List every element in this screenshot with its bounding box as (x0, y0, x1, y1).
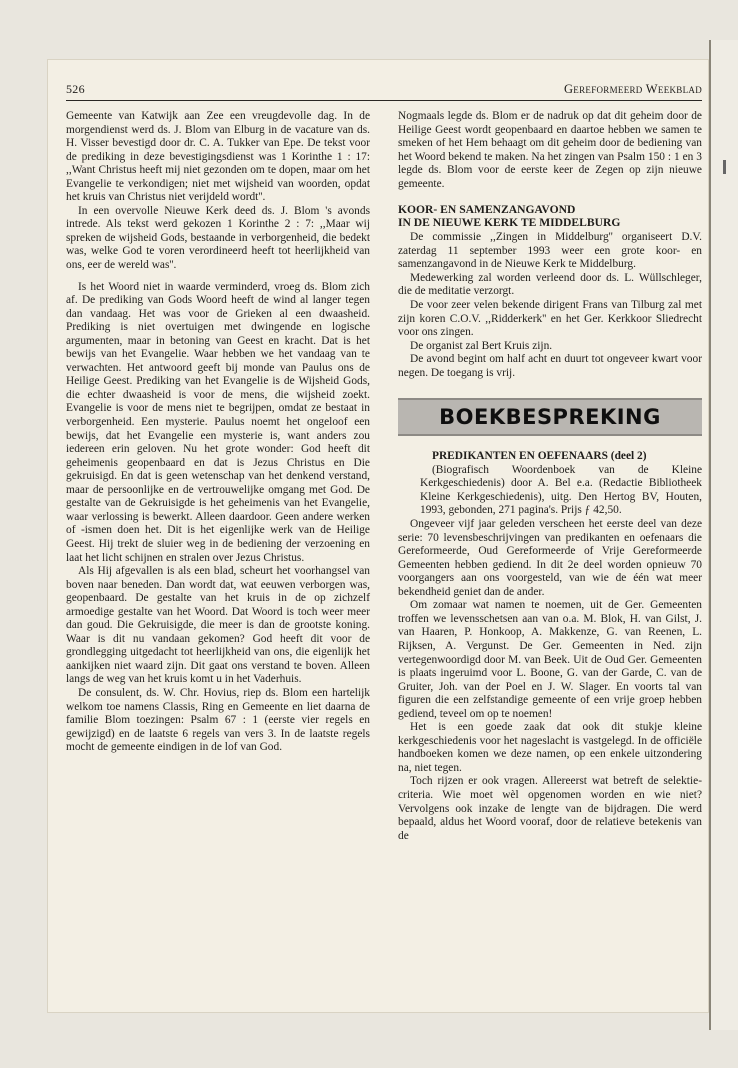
paragraph: Gemeente van Katwijk aan Zee een vreugdevolle dag. In de morgendienst werd ds. J. Blom van Elburg in de vacature van ds. H. Visser bevestigd door dr. C. A. Tukker van Epe. De tekst voor de prediking in deze bevestigingsdienst was 1 Korinthe 1 : 17: ,,Want Christus heeft mij niet gezonden om te dopen, maar om het Evangelie te verkondigen; niet met wijsheid van woorden, opdat het kruis van Christus niet verijdeld wordt''. (66, 110, 370, 204)
koor-heading-line: KOOR- EN SAMENZANGAVOND (398, 203, 576, 217)
koor-heading-line: IN DE NIEUWE KERK TE MIDDELBURG (398, 216, 621, 230)
paragraph: De avond begint om half acht en duurt tot ongeveer kwart voor negen. De toegang is vrij. (398, 353, 702, 379)
adjacent-page-edge (709, 40, 738, 1030)
paragraph: Nogmaals legde ds. Blom er de nadruk op dat dit geheim door de Heilige Geest wordt geopenbaard en daartoe hebben we samen te smeken of het Hem behaagt om dit geheim door de bediening van het Woord bekend te maken. Na het zingen van Psalm 150 : 1 en 3 legde ds. Blom voor de eerste keer de Zegen op zijn nieuwe gemeente. (398, 110, 702, 190)
paragraph: Het is een goede zaak dat ook dit stukje kleine kerkgeschiedenis voor het nageslacht is vastgelegd. In de officiële handboeken komen we deze namen, op een enkele uitzondering na, niet tegen. (398, 721, 702, 774)
paragraph: De voor zeer velen bekende dirigent Frans van Tilburg zal met zijn koren C.O.V. ,,Ridderkerk'' en het Ger. Kerkkoor Sliedrecht voor ons zingen. (398, 299, 702, 339)
koor-heading (398, 203, 702, 229)
section-banner: BOEKBESPREKING (398, 398, 702, 436)
magazine-page (48, 60, 708, 1012)
column-right (398, 110, 702, 843)
column-left (66, 110, 370, 755)
review-title: PREDIKANTEN EN OEFENAARS (deel 2) (432, 450, 647, 463)
paragraph: Medewerking zal worden verleend door ds. L. Wüllschleger, die de meditatie verzorgt. (398, 271, 702, 298)
page-edge-mark (723, 160, 726, 174)
paragraph: De organist zal Bert Kruis zijn. (410, 339, 553, 352)
paragraph: In een overvolle Nieuwe Kerk deed ds. J. Blom 's avonds intrede. Als tekst werd gekozen 1 Korinthe 2 : 7: ,,Maar wij spreken de wijsheid Gods, bestaande in verborgenheid, die bedekt was, welke God te voren verordineerd heeft tot heerlijkheid van ons, eer de wereld was''. (66, 204, 370, 272)
paragraph: Toch rijzen er ook vragen. Allereerst wat betreft de selektie-criteria. Wie moet wèl opgenomen worden en wie niet? Vervolgens ook inzake de lengte van de bijdragen. Die werd bepaald, aldus het Woord vooraf, door de relatieve betekenis van de (398, 775, 702, 842)
page-header (66, 82, 702, 102)
paragraph: Als Hij afgevallen is als een blad, scheurt het voorhangsel van boven naar beneden. Dan wordt dat, wat eeuwen verborgen was, geopenbaard. De gestalte van het kruis in de op zichzelf armoedige gestalte van het Woord. Dat Woord is toch weer meer dan goud. Die Gekruisigde, die meer is dan de grootste koning. Waar is dit nu vandaan gekomen? God heeft dit voor de grondlegging uitgedacht tot heerlijkheid van ons, die eigenlijk het aankijken niet waard zijn. Dit gaat ons verstand te boven. Alleen langs de weg van het kruis komt u in het Vaderhuis. (66, 565, 370, 686)
page-number: 526 (66, 82, 85, 96)
review-meta: (Biografisch Woordenboek van de Kleine Kerkgeschiedenis) door A. Bel e.a. (Redactie Bibliotheek Kleine Kerkgeschiedenis), uitg. Den Hertog BV, Houten, 1993, gebonden, 271 pagina's. Prijs ƒ 42,50. (420, 463, 702, 517)
header-rule (66, 100, 702, 101)
paragraph: Ongeveer vijf jaar geleden verscheen het eerste deel van deze serie: 70 levensbeschrijvingen van predikanten en oefenaars die Gereformeerde, Oud Gereformeerde of Vrije Gereformeerde Gemeenten hebben gediend. In dit 2e deel worden opnieuw 70 voorgangers aan ons voorgesteld, van wie de één wat meer bekendheid geniet dan de ander. (398, 518, 702, 598)
paragraph: De consulent, ds. W. Chr. Hovius, riep ds. Blom een hartelijk welkom toe namens Classis, Ring en Gemeente en liet daarna de familie Blom toezingen: Psalm 67 : 1 (eerste vier regels en gewijzigd) en de laatste 6 regels van vers 3. In de laatste regels mocht de gemeente eindigen in de lof van God. (66, 686, 370, 754)
journal-title: Gereformeerd Weekblad (563, 82, 702, 96)
paragraph: De commissie ,,Zingen in Middelburg'' organiseert D.V. zaterdag 11 september 1993 weer een grote koor- en samenzangavond in de Nieuwe Kerk te Middelburg. (398, 231, 702, 271)
paragraph: Om zomaar wat namen te noemen, uit de Ger. Gemeenten troffen we levensschetsen aan van o.a. M. Blok, H. van Gilst, J. van Haaren, P. Honkoop, A. Makkenze, G. van Reenen, L. Rijksen, A. Vergunst. De Ger. Gemeenten in Ned. zijn vertegenwoordigd door M. van Beek. Uit de Oud Ger. Gemeenten is plaats ingeruimd voor L. Boone, G. van der Garde, C. van de Gruiter, Joh. van der Poel en J. W. Slager. En voorts tal van figuren die een zelfstandige gemeente of een vrije groep hebben gediend, teveel om op te noemen! (398, 599, 702, 720)
paragraph: Is het Woord niet in waarde verminderd, vroeg ds. Blom zich af. De prediking van Gods Woord heeft de wind al langer tegen dan vandaag. Het was voor de Grieken al een dwaasheid. Prediking is niet overtuigen met dwingende en logische argumenten, maar in betoning van Geest en kracht. Dat is het bewijs van het Evangelie. Waar hebben we het vandaag van te verwachten. Het antwoord geeft bij monde van Paulus ons de Heilige Geest. Prediking van het Evangelie is de Wijsheid Gods, die echter dwaasheid is voor de mens, die wijsheid zoekt. Evangelie is voor de mens niet te begrijpen, omdat ze bestaat in verborgenheid. Een mysterie. Paulus noemt het ongeloof een bewijs, dat het Evangelie een mysterie is, want anders zou iedereen erin geloven. Nu het grote wonder: God heeft dit geheimenis geopenbaard en dat is Jezus Christus en Die gekruisigd. En dat is geen wetenschap van het denkend verstand, maar de persoonlijke en de vertrouwelijke omgang met God. De gestalte van de Gekruisigde is het geheimenis van het Evangelie, waar verlossing is bewerkt. Alleen daardoor. Geen andere werken of -ismen doen het. Dit is het eigenlijke werk van de Heilige Geest. Hij trekt de sluier weg in de bediening der verzoening en laat het licht schijnen en stralen over Jezus Christus. (66, 280, 370, 564)
